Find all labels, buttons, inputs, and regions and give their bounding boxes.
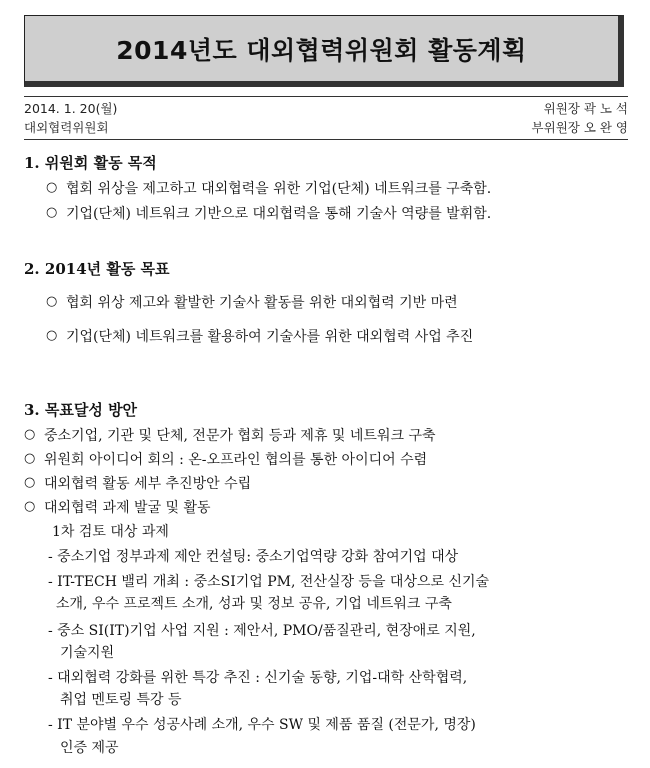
detail-line: - 대외협력 강화를 위한 특강 추진 : 신기술 동향, 기업-대학 산학협력,	[48, 670, 468, 686]
page-title: 2014년도 대외협력위원회 활동계획	[116, 35, 527, 65]
section-3-item: 중소기업, 기관 및 단체, 전문가 협회 등과 제휴 및 네트워크 구축	[44, 428, 436, 444]
chair-name: 위원장 곽 노 석	[543, 101, 628, 116]
sub-heading: 1차 검토 대상 과제	[52, 524, 169, 540]
section-2-item: 협회 위상 제고와 활발한 기술사 활동를 위한 대외협력 기반 마련	[66, 295, 458, 311]
section-2-item: 기업(단체) 네트워크를 활용하여 기술사를 위한 대외협력 사업 추진	[66, 329, 474, 345]
info-row-1	[24, 99, 628, 117]
detail-line: - IT-TECH 밸리 개최 : 중소SI기업 PM, 전산실장 등을 대상으로 신기술	[48, 574, 490, 590]
section-1-item: 협회 위상을 제고하고 대외협력을 위한 기업(단체) 네트워크를 구축함.	[66, 181, 492, 197]
header-rule-top	[24, 96, 628, 97]
section-3-item: 위원회 아이디어 회의 : 온-오프라인 협의를 통한 아이디어 수렴	[44, 452, 428, 468]
committee-name: 대외협력위원회	[24, 120, 109, 135]
section-2-heading: 2. 2014년 활동 목표	[24, 260, 170, 278]
detail-line: 인증 제공	[60, 740, 119, 756]
section-1-item: 기업(단체) 네트워크 기반으로 대외협력을 통해 기술사 역량를 발휘함.	[66, 206, 492, 222]
section-3-item: 대외협력 과제 발굴 및 활동	[44, 500, 211, 516]
section-1-heading: 1. 위원회 활동 목적	[24, 154, 157, 172]
header-rule-bottom	[24, 139, 628, 140]
bullet-circle-icon: ○	[46, 205, 58, 220]
meeting-date: 2014. 1. 20(월)	[24, 101, 118, 116]
bullet-circle-icon: ○	[24, 499, 36, 514]
info-row-2	[24, 118, 628, 136]
bullet-circle-icon: ○	[46, 180, 58, 195]
title-box	[24, 15, 624, 87]
bullet-circle-icon: ○	[24, 475, 36, 490]
bullet-circle-icon: ○	[46, 328, 58, 343]
bullet-circle-icon: ○	[46, 294, 58, 309]
detail-line: - 중소 SI(IT)기업 사업 지원 : 제안서, PMO/품질관리, 현장애로 지원,	[48, 623, 476, 639]
bullet-circle-icon: ○	[24, 451, 36, 466]
detail-line: - IT 분야별 우수 성공사례 소개, 우수 SW 및 제품 품질 (전문가, 명장)	[48, 717, 476, 733]
section-3-item: 대외협력 활동 세부 추진방안 수립	[44, 476, 252, 492]
detail-line: 기술지원	[60, 645, 115, 661]
detail-line: 소개, 우수 프로젝트 소개, 성과 및 정보 공유, 기업 네트워크 구축	[56, 596, 452, 612]
detail-line: 취업 멘토링 특강 등	[60, 692, 182, 708]
bullet-circle-icon: ○	[24, 427, 36, 442]
detail-line: - 중소기업 정부과제 제안 컨설팅: 중소기업역량 강화 참여기업 대상	[48, 549, 459, 565]
vice-chair-name: 부위원장 오 완 영	[531, 120, 628, 135]
section-3-heading: 3. 목표달성 방안	[24, 401, 138, 419]
